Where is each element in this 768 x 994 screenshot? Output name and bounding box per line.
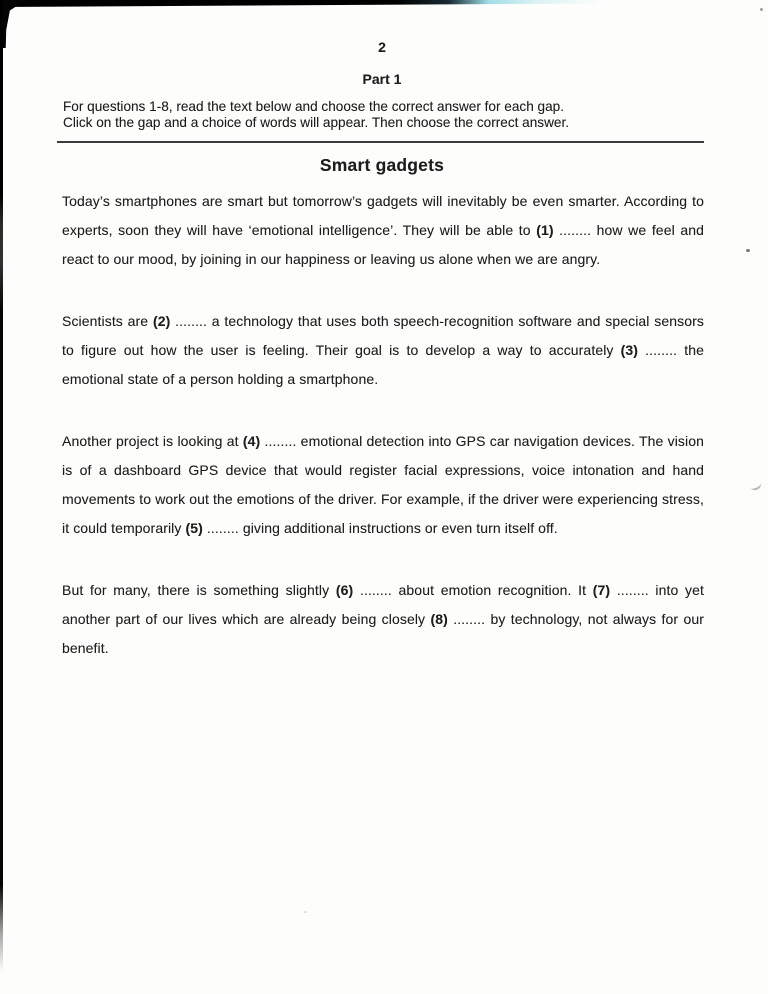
- gap-2[interactable]: [153, 313, 207, 329]
- instructions-line-1: For questions 1-8, read the text below and choose the correct answer for each gap.: [63, 99, 564, 114]
- page-number: 2: [378, 39, 386, 55]
- gap-dots: ........: [553, 222, 592, 238]
- scan-speck: [304, 911, 307, 913]
- gap-4[interactable]: [243, 433, 297, 449]
- gap-6[interactable]: [336, 582, 392, 598]
- horizontal-rule: [57, 141, 704, 143]
- passage-text-run: emotional detection into GPS car navigation devices. The vision is of a dashboard GPS device that would register facial expressions, voice intonation and hand movements to work out the emotions of the driver. For example, if the driver were experiencing stress, it could temporarily: [62, 433, 704, 536]
- passage-text-run: Scientists are: [62, 313, 153, 329]
- gap-dots: ........: [353, 582, 392, 598]
- gap-5[interactable]: [185, 520, 238, 536]
- gap-dots: ........: [260, 433, 297, 449]
- passage-text-run: Another project is looking at: [62, 433, 243, 449]
- instructions-line-2: Click on the gap and a choice of words will appear. Then choose the correct answer.: [63, 114, 570, 130]
- passage-text-run: giving additional instructions or even turn itself off.: [238, 520, 558, 536]
- scan-corner-top-left: [0, 0, 26, 48]
- scan-speck: [746, 249, 750, 252]
- passage-text-run: about emotion recognition. It: [391, 582, 593, 598]
- passage-body: [62, 187, 704, 663]
- scan-speck: [760, 8, 763, 11]
- passage-text-run: the emotional state of a person holding a smartphone.: [62, 342, 704, 387]
- gap-8[interactable]: [430, 611, 485, 627]
- gap-dots: ........: [447, 611, 486, 627]
- gap-number: (6): [335, 582, 354, 598]
- gap-dots: ........: [638, 342, 678, 358]
- gap-dots: ........: [202, 520, 239, 536]
- gap-7[interactable]: [593, 582, 649, 598]
- gap-number: (8): [430, 611, 448, 627]
- scan-edge-top: [0, 0, 660, 7]
- gap-3[interactable]: [621, 342, 677, 358]
- passage-title: Smart gadgets: [319, 155, 445, 175]
- passage-text-run: Today’s smartphones are smart but tomorrow’s gadgets will inevitably be even smarter. According to experts, soon they will have ‘emotional intelligence’. They will be able to: [62, 193, 704, 238]
- gap-number: (3): [620, 342, 639, 358]
- passage-paragraph-1: [62, 187, 704, 274]
- passage-text-run: a technology that uses both speech-recognition software and special sensors to figure out how the user is feeling. Their goal is to develop a way to accurately: [62, 313, 704, 358]
- gap-number: (2): [152, 313, 171, 329]
- passage-paragraph-2: [62, 307, 704, 394]
- gap-number: (7): [592, 582, 611, 598]
- gap-number: (4): [242, 433, 261, 449]
- instructions-block: [63, 99, 569, 130]
- gap-dots: ........: [610, 582, 649, 598]
- gap-1[interactable]: [536, 222, 591, 238]
- gap-number: (1): [536, 222, 554, 238]
- passage-text-run: into yet another part of our lives which are already being closely: [62, 582, 704, 627]
- part-label: Part 1: [362, 71, 402, 87]
- passage-text-run: by technology, not always for our benefit.: [62, 611, 704, 656]
- passage-paragraph-3: [62, 427, 704, 543]
- scan-edge-left: [0, 0, 3, 972]
- passage-text-run: But for many, there is something slightly: [62, 582, 336, 598]
- gap-dots: ........: [170, 313, 208, 329]
- scan-squiggle-mark: [749, 479, 763, 492]
- gap-number: (5): [185, 520, 203, 536]
- passage-paragraph-4: [62, 576, 704, 663]
- passage-text-run: how we feel and react to our mood, by joining in our happiness or leaving us alone when we are angry.: [62, 222, 704, 267]
